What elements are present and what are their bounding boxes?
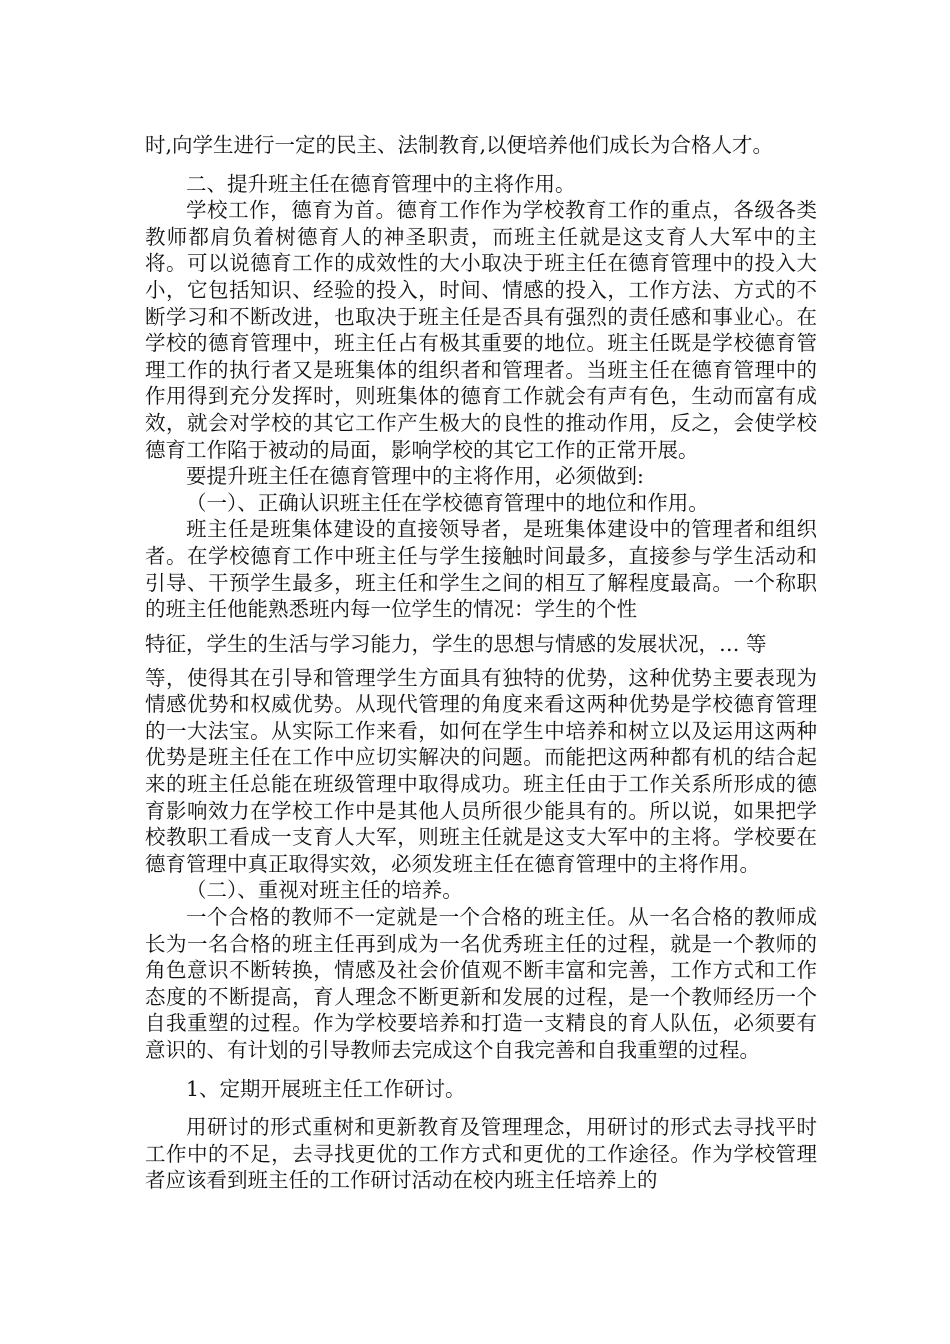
paragraph-class-teacher-role: 班主任是班集体建设的直接领导者，是班集体建设中的管理者和组织者。在学校德育工作中班主任与学生接触时间最多，直接参与学生活动和引导、干预学生最多，班主任和学生之间的相互了解程度最高。一个称职的班主任他能熟悉班内每一位学生的情况：学生的个性 (145, 517, 817, 622)
paragraph-teacher-growth: 一个合格的教师不一定就是一个合格的班主任。从一名合格的教师成长为一名合格的班主任再到成为一名优秀班主任的过程，就是一个教师的角色意识不断转换，情感及社会价值观不断丰富和完善，工作方式和工作态度的不断提高，育人理念不断更新和发展的过程，是一个教师经历一个自我重塑的过程。作为学校要培养和打造一支精良的育人队伍，必须要有意识的、有计划的引导教师去完成这个自我完善和自我重塑的过程。 (145, 905, 817, 1062)
paragraph-class-teacher-advantages: 等，使得其在引导和管理学生方面具有独特的优势，这种优势主要表现为情感优势和权威优势。从现代管理的角度来看这两种优势是学校德育管理的一大法宝。从实际工作来看，如何在学生中培养和树立以及运用这两种优势是班主任在工作中应切实解决的问题。而能把这两种都有机的结合起来的班主任总能在班级管理中取得成功。班主任由于工作关系所形成的德育影响效力在学校工作中是其他人员所很少能具有的。所以说，如果把学校教职工看成一支育人大军，则班主任就是这支大军中的主将。学校要在德育管理中真正取得实效，必须发班主任在德育管理中的主将作用。 (145, 665, 817, 876)
paragraph-requirements-intro: 要提升班主任在德育管理中的主将作用，必须做到: (186, 464, 644, 489)
paragraph-continuation: 时,向学生进行一定的民主、法制教育,以便培养他们成长为合格人才。 (145, 133, 774, 157)
section-heading-two: 二、提升班主任在德育管理中的主将作用。 (186, 171, 576, 196)
list-item-one: 1、定期开展班主任工作研讨。 (186, 1076, 466, 1101)
document-page (145, 132, 817, 1194)
subheading-one: （一）、正确认识班主任在学校德育管理中的地位和作用。 (186, 490, 709, 515)
paragraph-moral-education-priority: 学校工作，德育为首。德育工作作为学校教育工作的重点，各级各类教师都肩负着树德育人的神圣职责，而班主任就是这支育人大军中的主将。可以说德育工作的成效性的大小取决于班主任在德育管理中的投入大小，它包括知识、经验的投入，时间、情感的投入，工作方法、方式的不断学习和不断改进，也取决于班主任是否具有强烈的责任感和事业心。在学校的德育管理中，班主任占有极其重要的地位。班主任既是学校德育管理工作的执行者又是班集体的组织者和管理者。当班主任在德育管理中的作用得到充分发挥时，则班集体的德育工作就会有声有色，生动而富有成效，就会对学校的其它工作产生极大的良性的推动作用，反之，会使学校德育工作陷于被动的局面，影响学校的其它工作的正常开展。 (145, 198, 817, 462)
paragraph-class-teacher-role-line: 特征，学生的生活与学习能力，学生的思想与情感的发展状况，… 等 (145, 631, 767, 656)
paragraph-seminar: 用研讨的形式重树和更新教育及管理理念，用研讨的形式去寻找平时工作中的不足，去寻找更优的工作方式和更优的工作途径。作为学校管理者应该看到班主任的工作研讨活动在校内班主任培养上的 (145, 1115, 817, 1193)
subheading-two: （二）、重视对班主任的培养。 (186, 878, 463, 903)
